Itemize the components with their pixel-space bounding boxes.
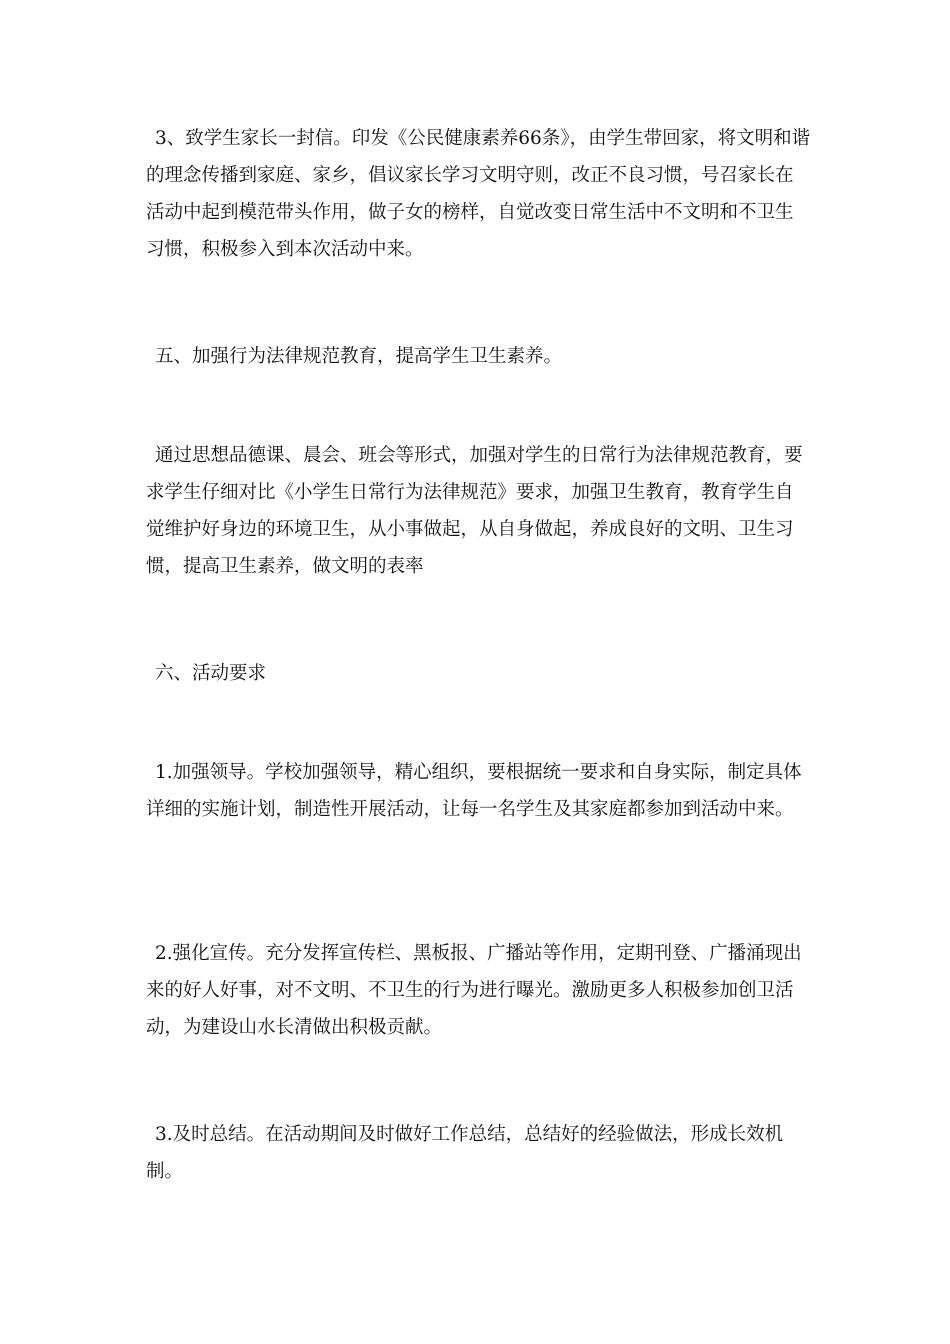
paragraph-timely-summary: 3.及时总结。在活动期间及时做好工作总结，总结好的经验做法，形成长效机制。 [146, 1124, 784, 1182]
section-heading-six: 六、活动要求 [155, 663, 267, 684]
paragraph-strengthen-leadership: 1.加强领导。学校加强领导，精心组织，要根据统一要求和自身实际，制定具体详细的实施计划，制造性开展活动，让每一名学生及其家庭都参加到活动中来。 [146, 762, 802, 820]
paragraph-strengthen-publicity: 2.强化宣传。充分发挥宣传栏、黑板报、广播站等作用，定期刊登、广播涌现出来的好人好事，对不文明、不卫生的行为进行曝光。激励更多人积极参加创卫活动，为建设山水长清做出积极贡献。 [146, 943, 802, 1038]
paragraph-behavior-education: 通过思想品德课、晨会、班会等形式，加强对学生的日常行为法律规范教育，要求学生仔细对比《小学生日常行为法律规范》要求，加强卫生教育，教育学生自觉维护好身边的环境卫生，从小事做起，从自身做起，养成良好的文明、卫生习惯，提高卫生素养，做文明的表率 [146, 445, 803, 577]
paragraph-parent-letter: 3、致学生家长一封信。印发《公民健康素养66条》，由学生带回家，将文明和谐的理念传播到家庭、家乡，倡议家长学习文明守则，改正不良习惯，号召家长在活动中起到模范带头作用，做子女的榜样，自觉改变日常生活中不文明和不卫生习惯，积极参入到本次活动中来。 [146, 128, 811, 260]
section-heading-five: 五、加强行为法律规范教育，提高学生卫生素养。 [155, 346, 563, 367]
